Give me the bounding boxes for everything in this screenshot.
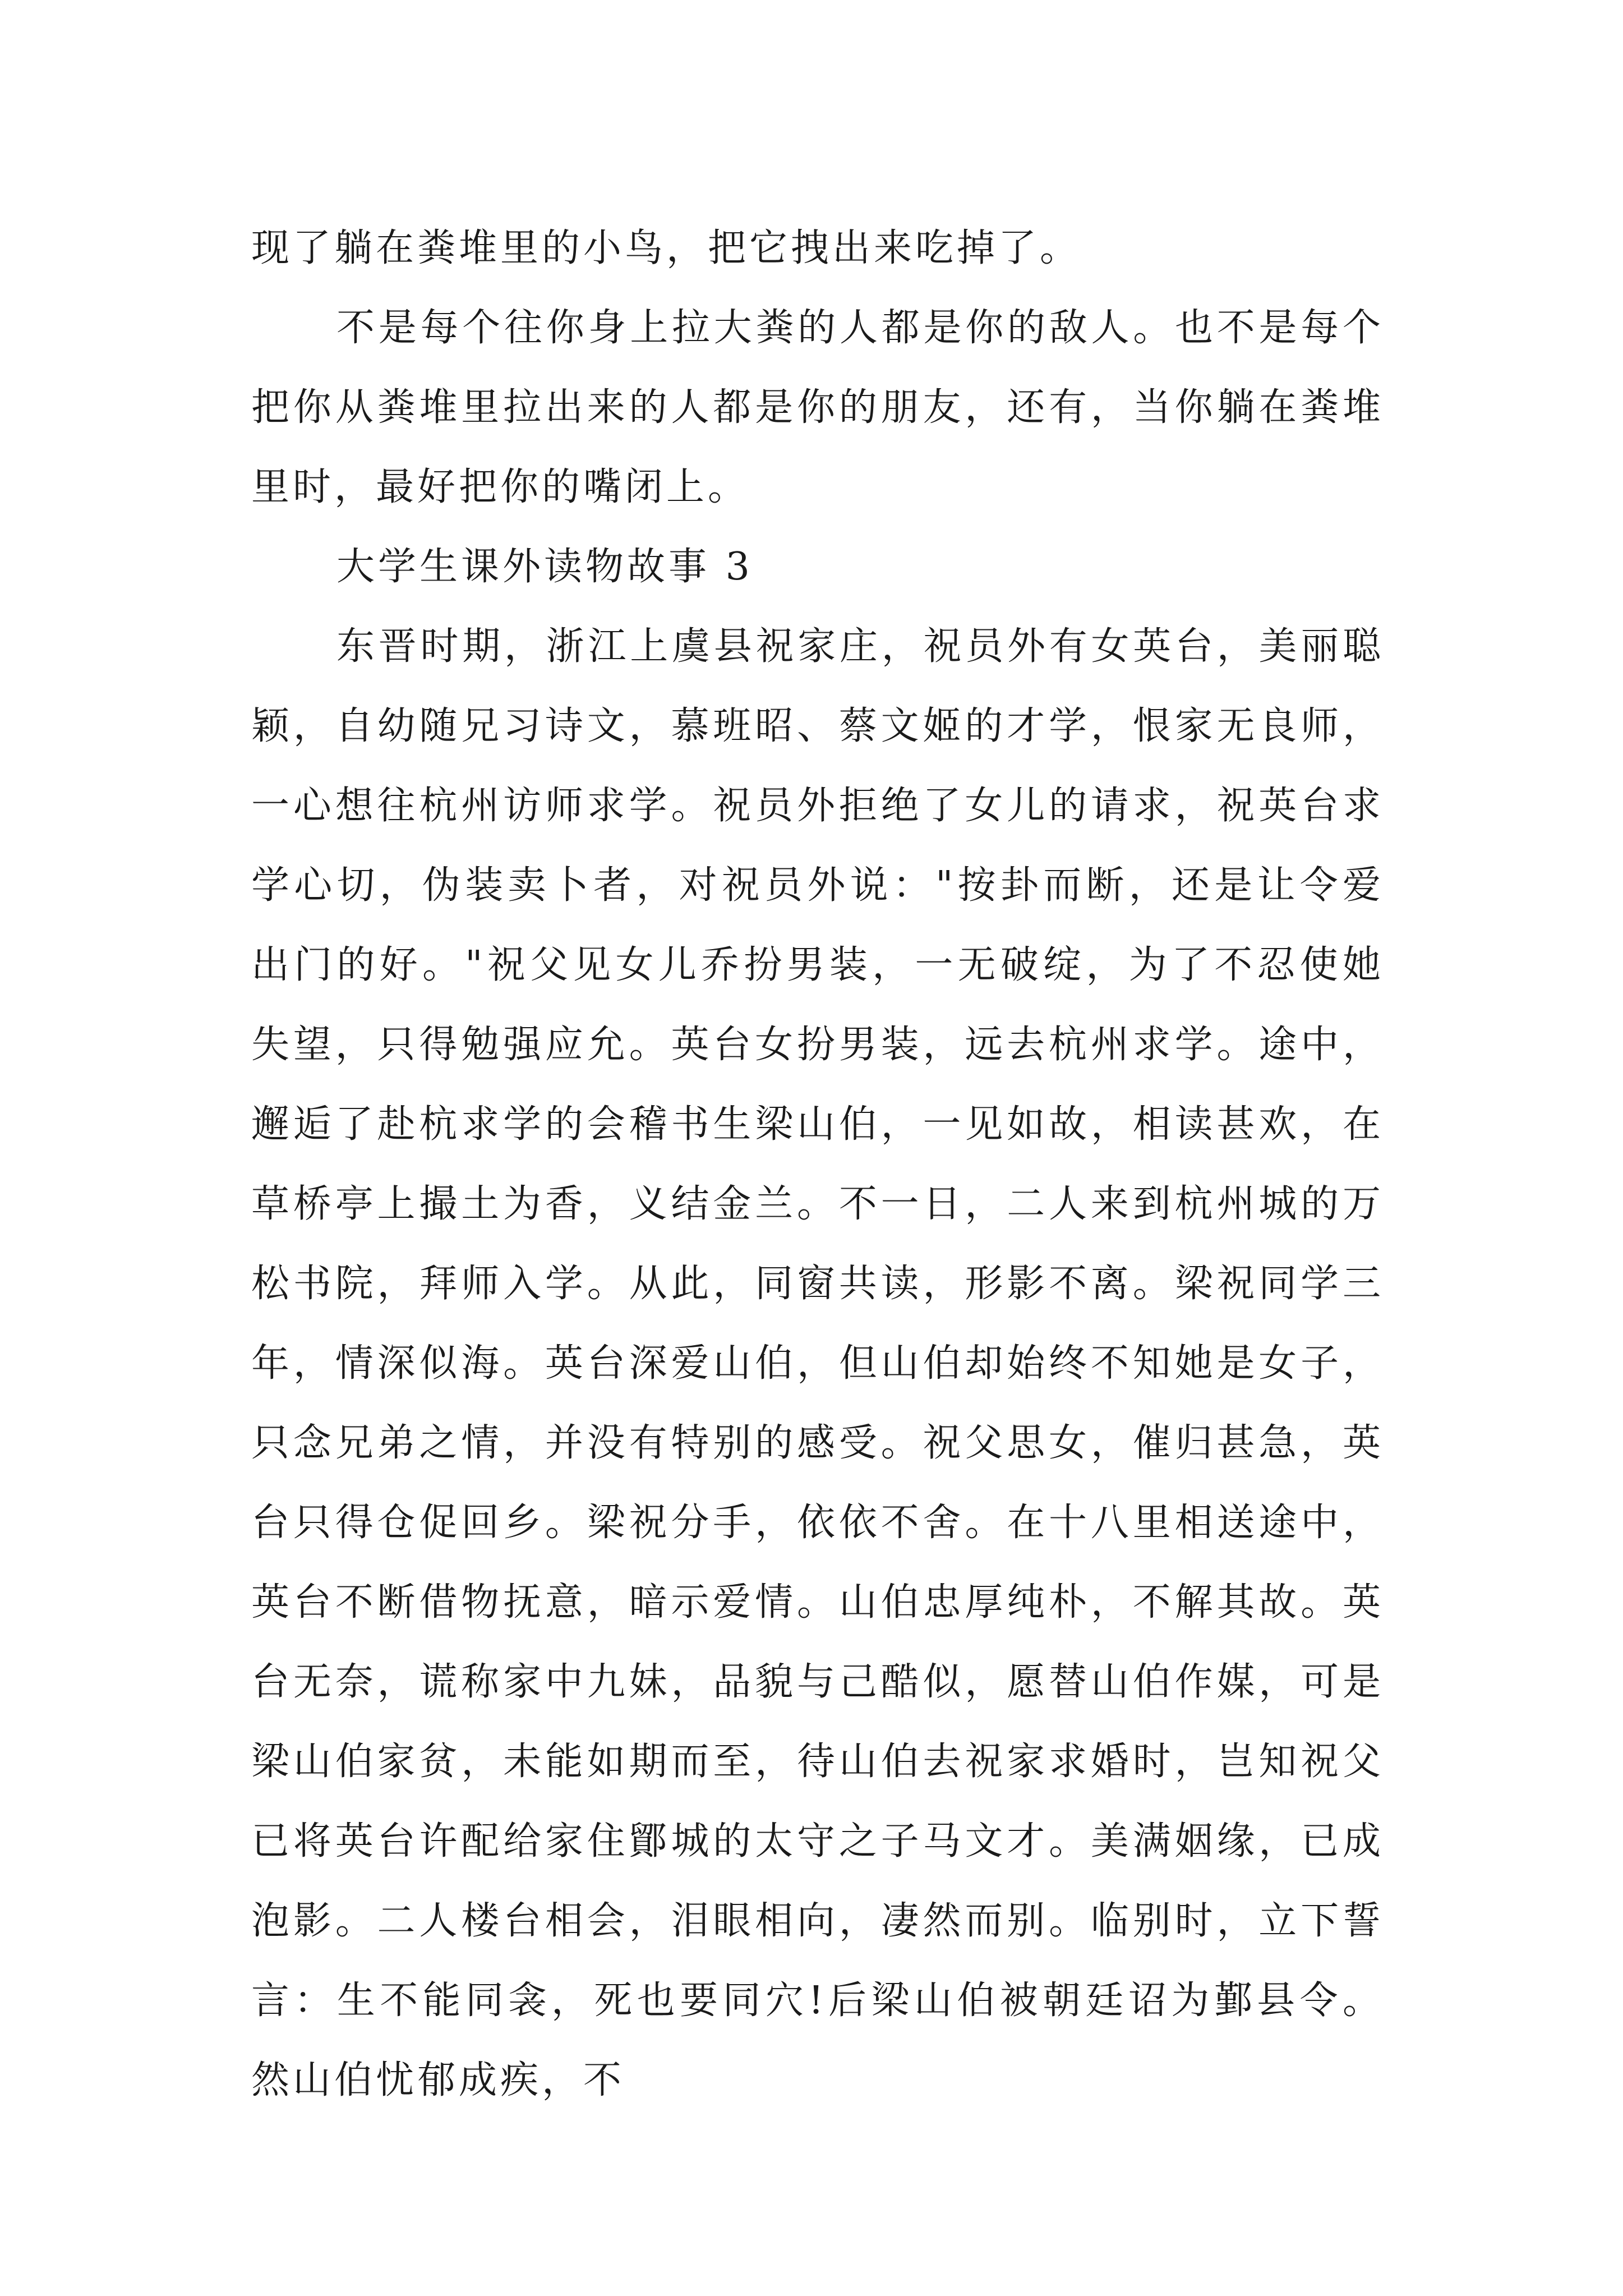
paragraph-story: 东晋时期，浙江上虞县祝家庄，祝员外有女英台，美丽聪颖，自幼随兄习诗文，慕班昭、蔡文姬的才学，恨家无良师，一心想往杭州访师求学。祝员外拒绝了女儿的请求，祝英台求学心切，伪装卖卜者，对祝员外说："按卦而断，还是让令爱出门的好。"祝父见女儿乔扮男装，一无破绽，为了不忍使她失望，只得勉强应允。英台女扮男装，远去杭州求学。途中，邂逅了赴杭求学的会稽书生梁山伯，一见如故，相读甚欢，在草桥亭上撮土为香，义结金兰。不一日，二人来到杭州城的万松书院，拜师入学。从此，同窗共读，形影不离。梁祝同学三年，情深似海。英台深爱山伯，但山伯却始终不知她是女子，只念兄弟之情，并没有特别的感受。祝父思女，催归甚急，英台只得仓促回乡。梁祝分手，依依不舍。在十八里相送途中，英台不断借物抚意，暗示爱情。山伯忠厚纯朴，不解其故。英台无奈，谎称家中九妹，品貌与己酷似，愿替山伯作媒，可是梁山伯家贫，未能如期而至，待山伯去祝家求婚时，岂知祝父已将英台许配给家住鄮城的太守之子马文才。美满姻缘，已成泡影。二人楼台相会，泪眼相向，凄然而别。临别时，立下誓言：生不能同衾，死也要同穴!后梁山伯被朝廷诏为鄞县令。然山伯忧郁成疾，不 [251, 624, 1384, 2102]
section-heading: 大学生课外读物故事 3 [336, 545, 753, 589]
paragraph-continuation: 现了躺在粪堆里的小鸟，把它拽出来吃掉了。 [251, 226, 1082, 270]
paragraph-moral: 不是每个往你身上拉大粪的人都是你的敌人。也不是每个把你从粪堆里拉出来的人都是你的朋友，还有，当你躺在粪堆里时，最好把你的嘴闭上。 [251, 306, 1384, 509]
document-body [251, 209, 1384, 2120]
